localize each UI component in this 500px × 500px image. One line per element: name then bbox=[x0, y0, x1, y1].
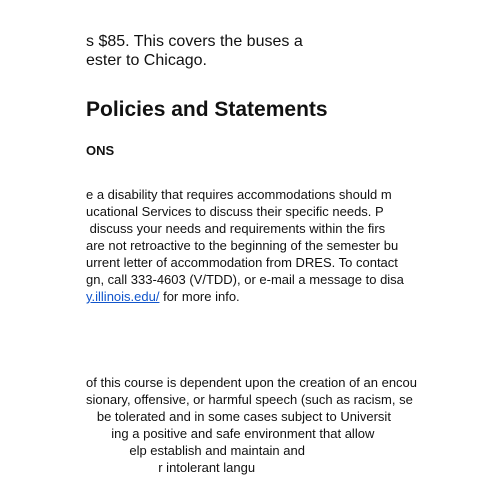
accommodations-line-5: urrent letter of accommodation from DRES. To contact bbox=[86, 255, 398, 270]
conduct-line-1: of this course is dependent upon the creation of an encou bbox=[86, 375, 418, 390]
accommodations-line-1: e a disability that requires accommodations should m bbox=[86, 187, 392, 202]
conduct-line-2: sionary, offensive, or harmful speech (such as racism, se bbox=[86, 392, 413, 407]
accommodations-line-3: discuss your needs and requirements within the firs bbox=[86, 221, 386, 236]
accommodations-link-suffix: for more info. bbox=[159, 289, 240, 304]
accommodations-line-2: ucational Services to discuss their specific needs. P bbox=[86, 204, 384, 219]
conduct-line-4: ing a positive and safe environment that allow bbox=[86, 426, 375, 441]
accommodations-line-7 bbox=[86, 288, 240, 305]
conduct-line-3: be tolerated and in some cases subject to Universit bbox=[86, 409, 391, 424]
conduct-line-5: elp establish and maintain and bbox=[86, 443, 305, 458]
intro-line-2: ester to Chicago. bbox=[86, 52, 207, 69]
conduct-line-6: r intolerant langu bbox=[86, 460, 256, 475]
accommodations-line-4: are not retroactive to the beginning of the semester bu bbox=[86, 238, 399, 253]
intro-line-1: s $85. This covers the buses a bbox=[86, 33, 303, 50]
right-crop-mask bbox=[430, 0, 500, 500]
accommodations-line-6: gn, call 333-4603 (V/TDD), or e-mail a message to disa bbox=[86, 272, 404, 287]
section-subtitle: ONS bbox=[86, 143, 115, 158]
disability-resources-link[interactable]: y.illinois.edu/ bbox=[86, 289, 160, 304]
section-title: Policies and Statements bbox=[86, 98, 328, 121]
